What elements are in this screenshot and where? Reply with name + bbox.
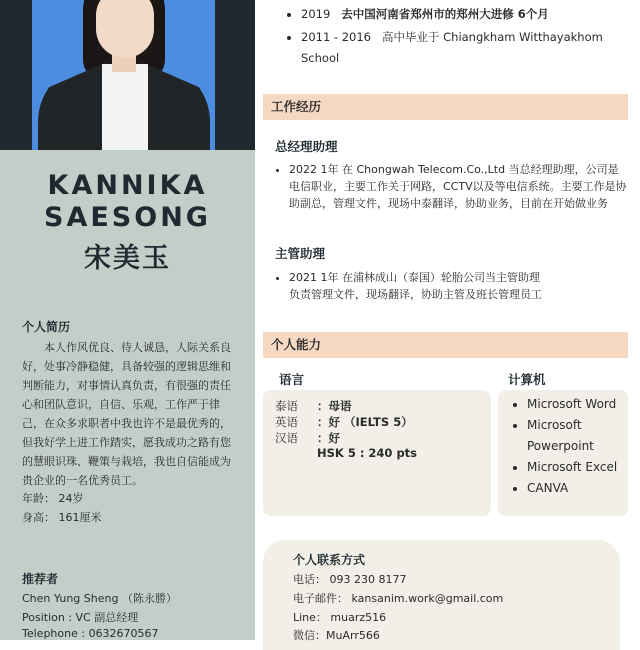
computer-skill: • CANVA bbox=[527, 478, 637, 499]
work-heading: 工作经历 bbox=[263, 94, 628, 120]
job-title: 总经理助理 bbox=[275, 139, 338, 154]
language-row bbox=[275, 398, 352, 414]
age-text: 年龄： 24岁 bbox=[22, 492, 84, 505]
computer-skill: • Microsoft Powerpoint bbox=[527, 415, 637, 457]
education-year: 2019 bbox=[301, 7, 331, 21]
computer-skill: • Microsoft Excel bbox=[527, 457, 637, 478]
name-first: KANNIKA bbox=[47, 170, 208, 201]
education-text: 高中毕业于 Chiangkham Witthayakhom School bbox=[301, 30, 603, 65]
contact-phone: 电话： 093 230 8177 bbox=[293, 573, 407, 586]
education-year: 2011 - 2016 bbox=[301, 30, 371, 44]
language-level: ：母语 bbox=[317, 399, 352, 413]
education-item bbox=[301, 4, 631, 25]
computer-skills-list bbox=[509, 394, 637, 499]
language-name: 泰语 bbox=[275, 399, 298, 413]
contact-card bbox=[263, 540, 620, 650]
profile-photo-frame bbox=[0, 0, 255, 150]
language-name: 英语 bbox=[275, 415, 298, 429]
referee-name: Chen Yung Sheng （陈永勝） bbox=[22, 592, 177, 605]
hsk-score: HSK 5 : 240 pts bbox=[317, 446, 418, 460]
language-row bbox=[275, 430, 340, 446]
profile-photo bbox=[32, 0, 215, 150]
job-description-line: 负责管理文件，现场翻译，协助主管及班长管理员工 bbox=[289, 288, 542, 301]
contact-wechat: 微信：MuArr566 bbox=[293, 629, 380, 642]
contact-line: Line： muarz516 bbox=[293, 611, 387, 624]
profile-text: 本人作风优良、待人诚恳，人际关系良好，处事冷静稳健，具备较强的逻辑思维和判断能力，对事情认真负责，有很强的责任心和团队意识，自信、乐观，工作严于律己，在众多求职者中我也许不是最优秀的，但我好学上进工作踏实，愿我成功之路有您的慧眼识珠、鞭策与栽培，我也自信能成为贵企业的一名优秀员工。 bbox=[22, 341, 231, 487]
job-title: 主管助理 bbox=[275, 246, 326, 261]
job-description bbox=[289, 269, 629, 303]
education-item bbox=[301, 27, 631, 69]
job-description: • 2022 1年 在 Chongwah Telecom.Co.,Ltd 当总经理助理，公司是电信职业，主要工作关于网路，CCTV以及等电信系统。主要工作是协助副总，管理文件，现场中泰翻译，协助业务，目前在开始做业务 bbox=[289, 161, 629, 212]
job-description-line: 2021 1年 在浦林成山（泰国）轮胎公司当主管助理 bbox=[289, 271, 540, 284]
job-list bbox=[269, 269, 629, 303]
left-sidebar bbox=[0, 0, 255, 640]
height-text: 身高： 161厘米 bbox=[22, 511, 102, 524]
contact-heading: 个人联系方式 bbox=[293, 553, 366, 567]
language-heading: 语言 bbox=[279, 372, 305, 387]
contact-email: 电子邮件： kansanim.work@gmail.com bbox=[293, 592, 504, 605]
skills-heading: 个人能力 bbox=[263, 332, 628, 358]
job-list bbox=[269, 161, 629, 212]
language-name: 汉语 bbox=[275, 431, 298, 445]
name-chinese: 宋美玉 bbox=[84, 243, 171, 274]
referee-phone: Telephone : 0632670567 bbox=[22, 627, 159, 640]
computer-heading: 计算机 bbox=[508, 372, 546, 387]
language-row bbox=[275, 414, 413, 430]
education-text: 去中国河南省郑州市的郑州大进修 6个月 bbox=[341, 7, 549, 21]
language-level: ：好 （IELTS 5） bbox=[317, 415, 413, 429]
language-level: ：好 bbox=[317, 431, 340, 445]
referee-heading: 推荐者 bbox=[22, 572, 59, 586]
referee-position: Position : VC 副总经理 bbox=[22, 611, 139, 624]
profile-heading: 个人简历 bbox=[22, 320, 71, 334]
computer-skill: • Microsoft Word bbox=[527, 394, 637, 415]
name-last: SAESONG bbox=[44, 202, 211, 233]
education-list bbox=[275, 4, 631, 69]
main-content bbox=[255, 0, 640, 640]
